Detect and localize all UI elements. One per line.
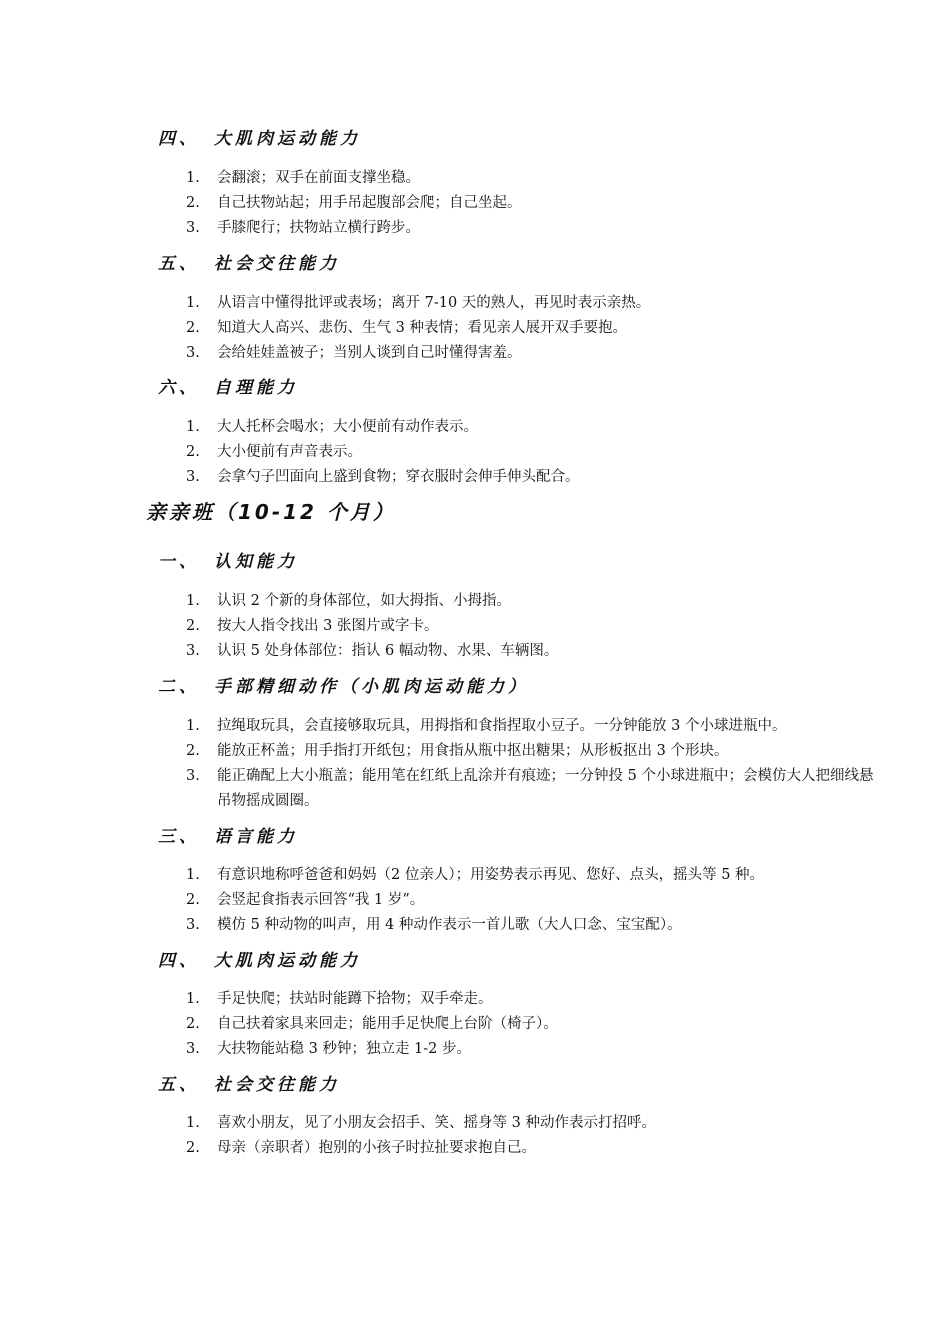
list-item bbox=[186, 863, 886, 888]
item-number: 1. bbox=[186, 1115, 200, 1131]
item-number: 2. bbox=[186, 195, 200, 211]
item-text: 知道大人高兴、悲伤、生气 3 种表情；看见亲人展开双手要抱。 bbox=[217, 320, 627, 336]
list-item bbox=[186, 589, 886, 614]
item-number: 2. bbox=[186, 1016, 200, 1032]
list-item bbox=[186, 166, 886, 191]
list-item bbox=[186, 291, 886, 316]
list-item bbox=[186, 1136, 886, 1161]
item-number: 2. bbox=[186, 743, 200, 759]
list-item bbox=[186, 316, 886, 341]
item-text: 母亲（亲职者）抱别的小孩子时拉扯要求抱自己。 bbox=[217, 1140, 536, 1156]
section-number: 二、 bbox=[158, 677, 200, 697]
item-text: 按大人指令找出 3 张图片或字卡。 bbox=[217, 618, 439, 634]
section-heading bbox=[158, 822, 298, 847]
list-item bbox=[186, 415, 886, 440]
section-number: 六、 bbox=[158, 378, 200, 398]
list-item bbox=[186, 888, 886, 913]
item-text: 模仿 5 种动物的叫声，用 4 种动作表示一首儿歌（大人口念、宝宝配）。 bbox=[217, 917, 682, 933]
item-text: 大小便前有声音表示。 bbox=[217, 444, 362, 460]
section-heading bbox=[158, 547, 298, 572]
item-number: 2. bbox=[186, 320, 200, 336]
item-number: 2. bbox=[186, 1140, 200, 1156]
section-number: 五、 bbox=[158, 1075, 200, 1095]
list-item bbox=[186, 639, 886, 664]
section-number: 四、 bbox=[158, 129, 200, 149]
list-item bbox=[186, 764, 886, 814]
item-text: 会给娃娃盖被子；当别人谈到自己时懂得害羞。 bbox=[217, 345, 522, 361]
item-number: 2. bbox=[186, 444, 200, 460]
section-heading bbox=[158, 946, 361, 971]
section-title: 自理能力 bbox=[214, 378, 298, 398]
item-number: 1. bbox=[186, 593, 200, 609]
item-number: 1. bbox=[186, 718, 200, 734]
item-text: 能正确配上大小瓶盖；能用笔在红纸上乱涂并有痕迹；一分钟投 5 个小球进瓶中；会模仿大人把细线悬吊物摇成圆圈。 bbox=[217, 768, 874, 809]
section-heading bbox=[158, 672, 529, 697]
item-number: 3. bbox=[186, 768, 200, 784]
item-text: 喜欢小朋友，见了小朋友会招手、笑、摇身等 3 种动作表示打招呼。 bbox=[217, 1115, 656, 1131]
item-number: 3. bbox=[186, 220, 200, 236]
item-text: 手膝爬行；扶物站立横行跨步。 bbox=[217, 220, 420, 236]
item-number: 1. bbox=[186, 295, 200, 311]
item-number: 3. bbox=[186, 1041, 200, 1057]
section-title: 语言能力 bbox=[214, 827, 298, 847]
item-number: 3. bbox=[186, 917, 200, 933]
list-item bbox=[186, 440, 886, 465]
class-title: 亲亲班（10-12 个月） bbox=[146, 500, 396, 524]
item-number: 3. bbox=[186, 345, 200, 361]
list-item bbox=[186, 714, 886, 739]
item-text: 大人托杯会喝水；大小便前有动作表示。 bbox=[217, 419, 478, 435]
list-item bbox=[186, 739, 886, 764]
list-item bbox=[186, 191, 886, 216]
section-heading bbox=[158, 124, 361, 149]
item-text: 自己扶物站起；用手吊起腹部会爬；自己坐起。 bbox=[217, 195, 522, 211]
item-text: 会翻滚；双手在前面支撑坐稳。 bbox=[217, 170, 420, 186]
list-item bbox=[186, 465, 886, 490]
list-item bbox=[186, 341, 886, 366]
section-title: 大肌肉运动能力 bbox=[214, 951, 361, 971]
item-text: 会竖起食指表示回答“我 1 岁”。 bbox=[217, 892, 425, 908]
section-title: 手部精细动作（小肌肉运动能力） bbox=[214, 677, 529, 697]
section-title: 社会交往能力 bbox=[214, 1075, 340, 1095]
item-text: 认识 2 个新的身体部位，如大拇指、小拇指。 bbox=[217, 593, 511, 609]
list-item bbox=[186, 1012, 886, 1037]
section-number: 五、 bbox=[158, 254, 200, 274]
section-number: 一、 bbox=[158, 552, 200, 572]
list-item bbox=[186, 987, 886, 1012]
item-text: 有意识地称呼爸爸和妈妈（2 位亲人）；用姿势表示再见、您好、点头，摇头等 5 种。 bbox=[217, 867, 765, 883]
item-text: 能放正杯盖；用手指打开纸包；用食指从瓶中抠出糖果；从形板抠出 3 个形块。 bbox=[217, 743, 729, 759]
item-number: 1. bbox=[186, 170, 200, 186]
item-number: 3. bbox=[186, 643, 200, 659]
item-text: 手足快爬；扶站时能蹲下拾物；双手牵走。 bbox=[217, 991, 493, 1007]
item-text: 大扶物能站稳 3 秒钟；独立走 1-2 步。 bbox=[217, 1041, 472, 1057]
list-item bbox=[186, 1111, 886, 1136]
section-title: 认知能力 bbox=[214, 552, 298, 572]
list-item bbox=[186, 1037, 886, 1062]
list-item bbox=[186, 913, 886, 938]
item-number: 2. bbox=[186, 892, 200, 908]
section-heading bbox=[158, 249, 340, 274]
item-number: 1. bbox=[186, 419, 200, 435]
item-number: 3. bbox=[186, 469, 200, 485]
item-text: 会拿勺子凹面向上盛到食物；穿衣服时会伸手伸头配合。 bbox=[217, 469, 580, 485]
section-heading bbox=[158, 373, 298, 398]
list-item bbox=[186, 614, 886, 639]
item-text: 拉绳取玩具，会直接够取玩具，用拇指和食指捏取小豆子。一分钟能放 3 个小球进瓶中。 bbox=[217, 718, 787, 734]
section-number: 三、 bbox=[158, 827, 200, 847]
item-text: 自己扶着家具来回走；能用手足快爬上台阶（椅子）。 bbox=[217, 1016, 558, 1032]
item-number: 1. bbox=[186, 867, 200, 883]
item-number: 1. bbox=[186, 991, 200, 1007]
section-heading bbox=[158, 1070, 340, 1095]
item-text: 从语言中懂得批评或表场；离开 7-10 天的熟人，再见时表示亲热。 bbox=[217, 295, 651, 311]
list-item bbox=[186, 216, 886, 241]
item-number: 2. bbox=[186, 618, 200, 634]
section-title: 社会交往能力 bbox=[214, 254, 340, 274]
section-number: 四、 bbox=[158, 951, 200, 971]
section-title: 大肌肉运动能力 bbox=[214, 129, 361, 149]
item-text: 认识 5 处身体部位：指认 6 幅动物、水果、车辆图。 bbox=[217, 643, 559, 659]
